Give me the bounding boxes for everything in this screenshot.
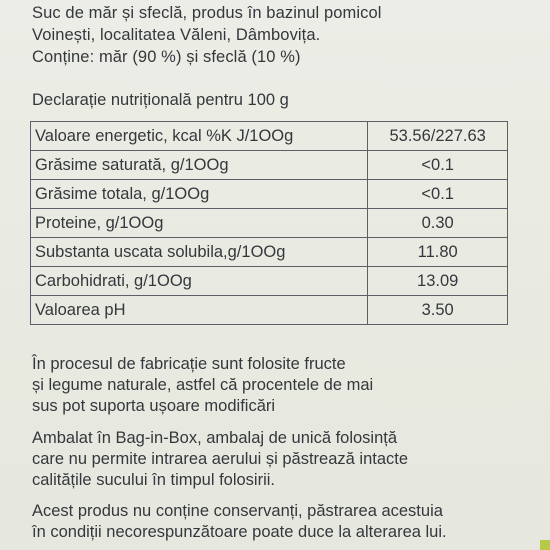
nutrition-table [30,121,508,325]
nutrient-name: Valoare energetic, kcal %K J/1OOg [31,122,368,151]
nutrient-name: Substanta uscata solubila,g/1OOg [31,238,368,267]
nutrient-value: 11.80 [368,238,508,267]
description-line: Conține: măr (90 %) și sfeclă (10 %) [32,48,301,66]
manufacturing-note [32,354,373,417]
nutrient-value: 3.50 [368,296,508,325]
nutrient-value: 53.56/227.63 [368,122,508,151]
table-row [31,180,508,209]
nutrient-name: Carbohidrati, g/1OOg [31,267,368,296]
table-row [31,122,508,151]
table-row [31,238,508,267]
nutrient-name: Proteine, g/1OOg [31,209,368,238]
description-line: Voinești, localitatea Văleni, Dâmbovița. [32,26,321,44]
nutrient-name: Grăsime totala, g/1OOg [31,180,368,209]
note-line: În procesul de fabricație sunt folosite fructe [32,355,346,373]
note-line: sus pot suporta ușoare modificări [32,397,276,415]
product-description [32,2,382,68]
table-row [31,267,508,296]
nutrition-heading: Declarație nutrițională pentru 100 g [32,91,289,109]
nutrient-name: Valoarea pH [31,296,368,325]
description-line: Suc de măr și sfeclă, produs în bazinul pomicol [32,4,382,22]
table-row [31,209,508,238]
nutrient-name: Grăsime saturată, g/1OOg [31,151,368,180]
table-row [31,151,508,180]
nutrient-value: <0.1 [368,151,508,180]
note-line: calitățile sucului în timpul folosirii. [32,471,276,489]
nutrient-value: <0.1 [368,180,508,209]
note-line: în condiții necorespunzătoare poate duce la alterarea lui. [32,523,447,541]
note-line: care nu permite intrarea aerului și păstrează intacte [32,450,409,468]
packaging-note [32,428,408,491]
note-line: Ambalat în Bag-in-Box, ambalaj de unică folosință [32,429,398,447]
note-line: Acest produs nu conține conservanți, păstrarea acestuia [32,502,443,520]
note-line: și legume naturale, astfel că procentele de mai [32,376,374,394]
corner-accent [540,540,550,550]
table-row [31,296,508,325]
nutrient-value: 13.09 [368,267,508,296]
nutrient-value: 0.30 [368,209,508,238]
preservation-note [32,501,447,543]
